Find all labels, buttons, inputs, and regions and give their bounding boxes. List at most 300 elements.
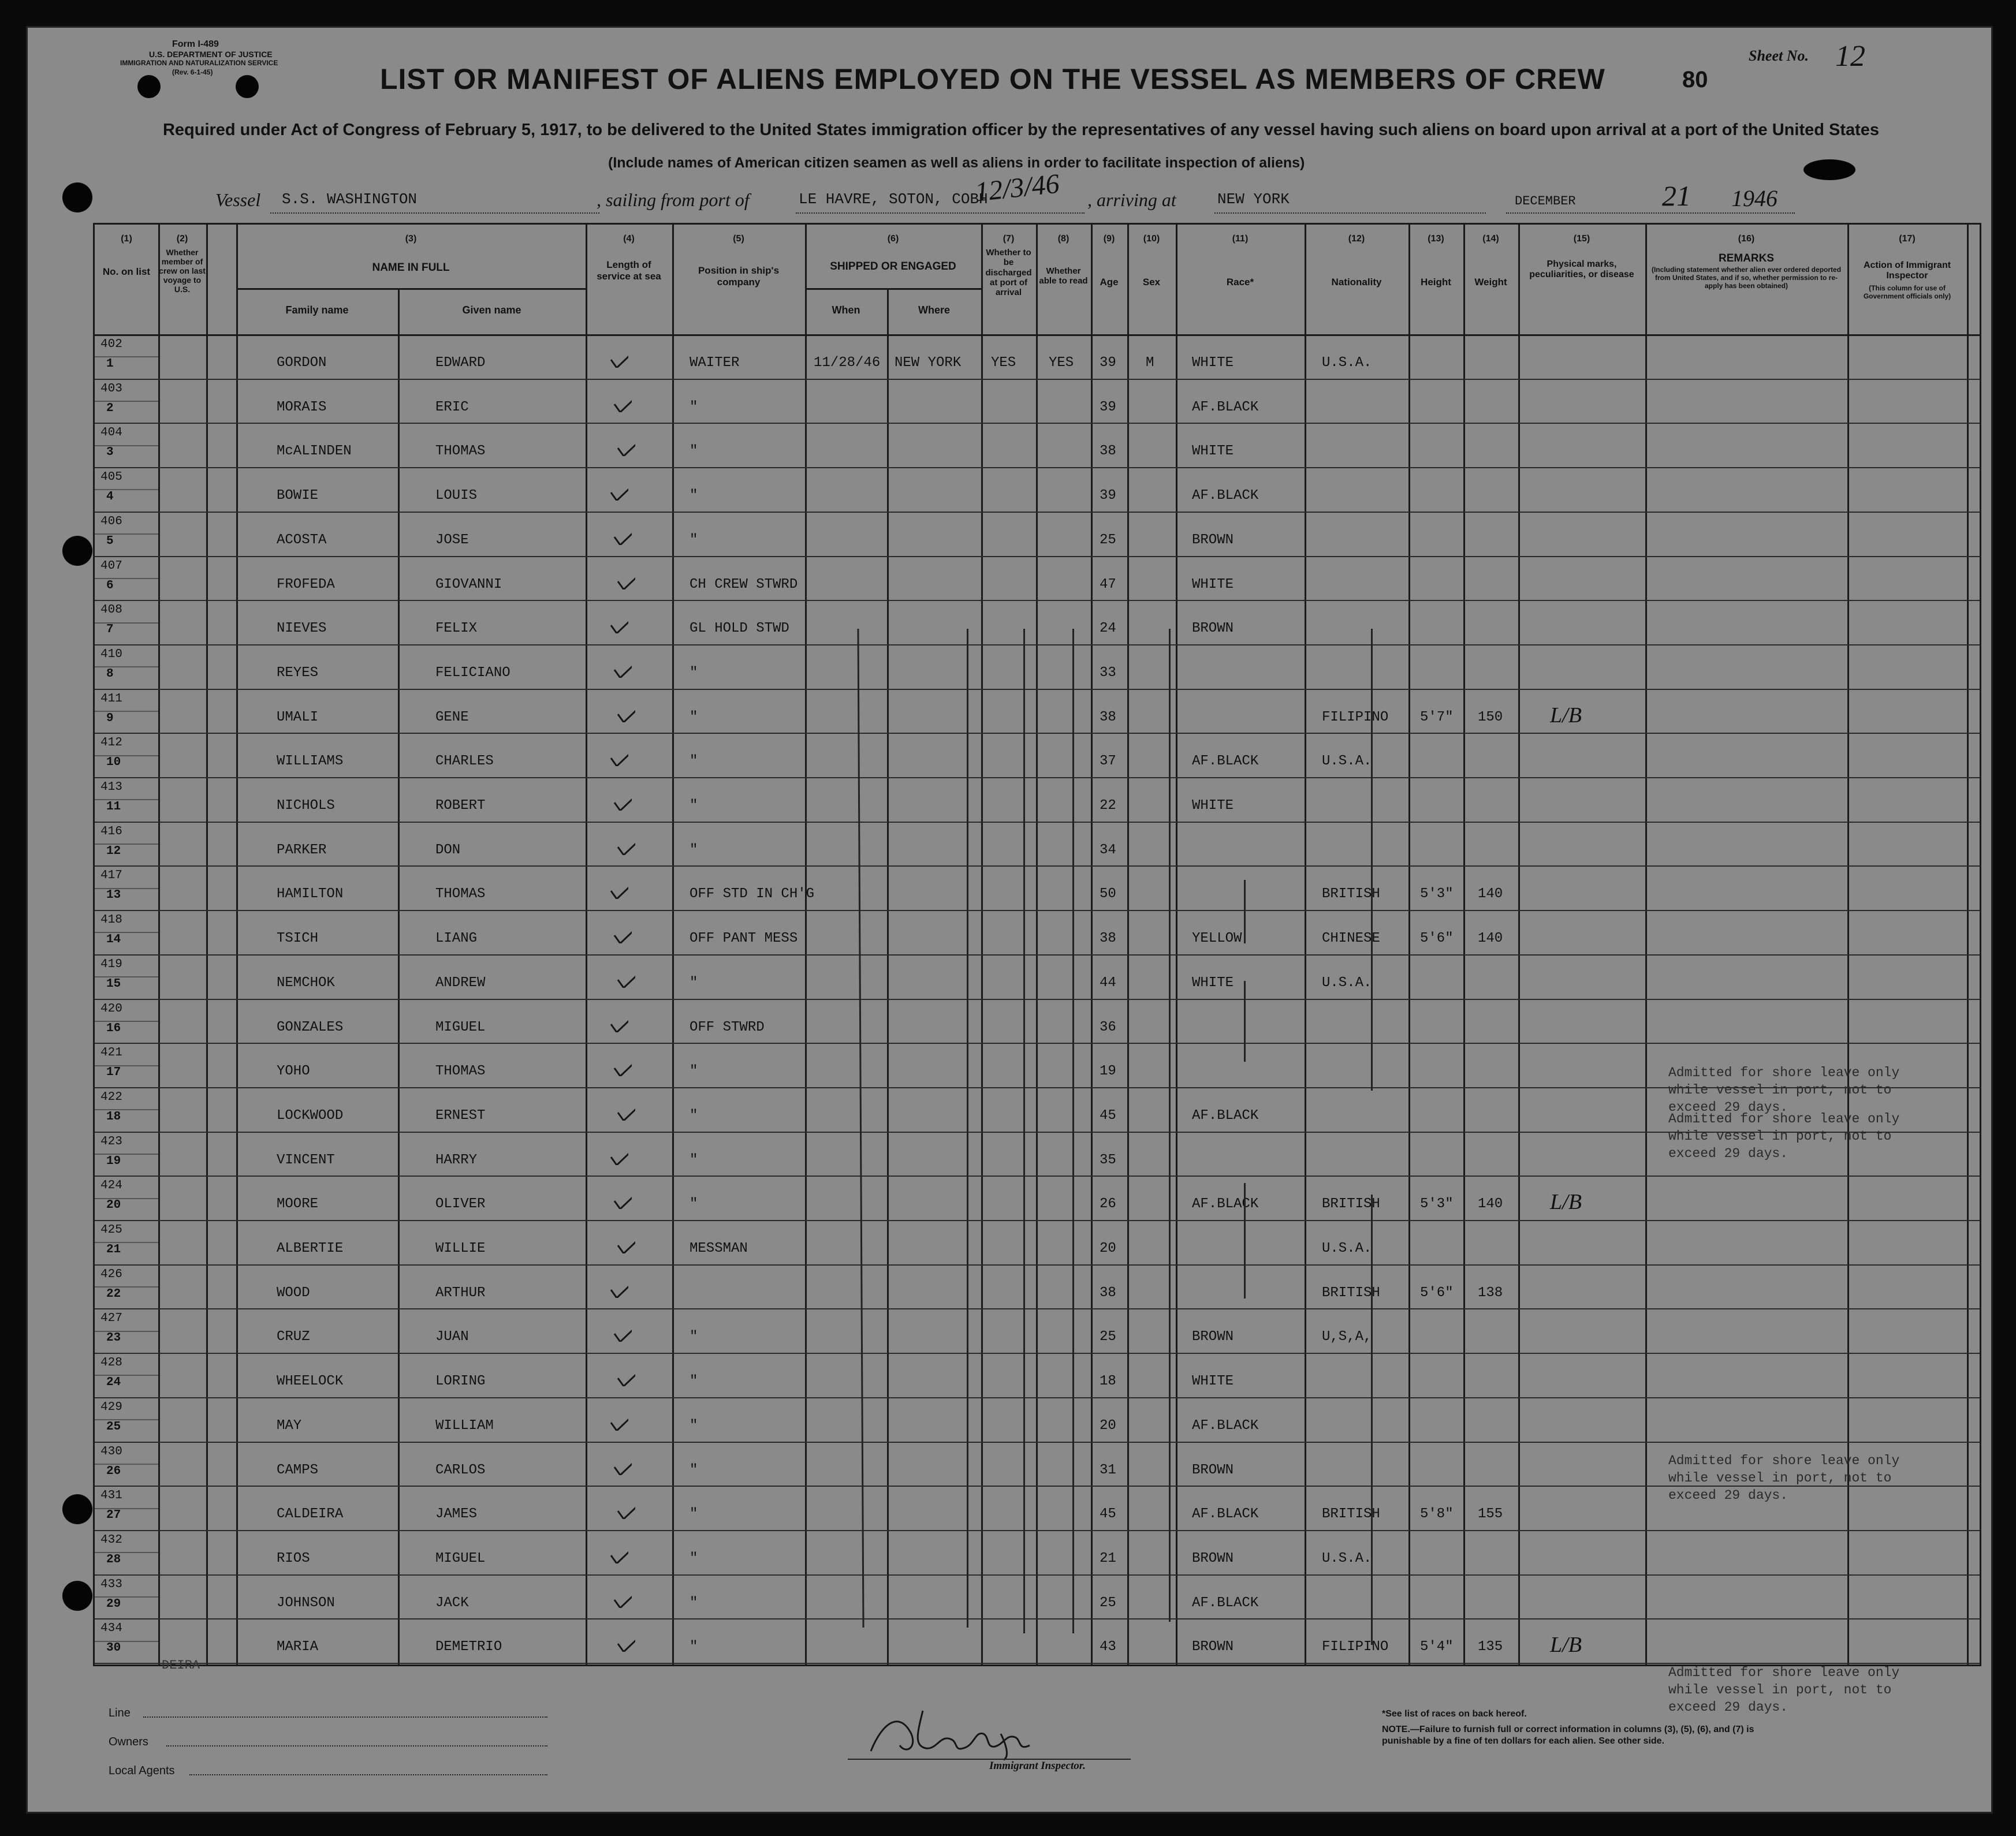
row-rule	[95, 1618, 1980, 1619]
row-number: 29	[106, 1597, 121, 1611]
row-number: 16	[106, 1021, 121, 1035]
family-name: LOCKWOOD	[277, 1107, 344, 1124]
service-check-mark	[612, 1583, 632, 1608]
row-subrule	[95, 1242, 158, 1243]
service-check-mark	[616, 962, 635, 988]
col-17-header: Action of Immigrant Inspector	[1863, 260, 1951, 281]
row-rule	[95, 600, 1980, 601]
row-subrule	[95, 1508, 158, 1509]
row-subrule	[95, 932, 158, 933]
given-name: THOMAS	[435, 443, 486, 460]
row-number: 3	[106, 446, 114, 460]
service-check-mark	[609, 475, 628, 501]
column-divider	[158, 225, 160, 1666]
service-check-mark	[612, 520, 632, 545]
row-subrule	[95, 401, 158, 402]
row-number: 23	[106, 1331, 121, 1345]
row-number: 25	[106, 1420, 121, 1434]
age: 25	[1100, 532, 1116, 548]
race: BROWN	[1192, 1550, 1234, 1566]
given-name: WILLIAM	[435, 1417, 494, 1434]
ink-blot	[1803, 159, 1855, 180]
row-subrule	[95, 1552, 158, 1553]
column-divider	[672, 225, 674, 1666]
list-number: 411	[100, 692, 122, 706]
nationality: BRITISH	[1322, 1196, 1380, 1212]
family-name: McALINDEN	[277, 443, 352, 460]
sailing-label: , sailing from port of	[597, 189, 750, 210]
position: "	[690, 1462, 698, 1478]
service-check-mark	[609, 1007, 628, 1032]
service-check-mark	[616, 697, 635, 722]
row-rule	[95, 954, 1980, 956]
row-number: 1	[106, 357, 114, 371]
family-name: BOWIE	[277, 488, 319, 504]
family-name: VINCENT	[277, 1152, 335, 1168]
family-name: PARKER	[277, 842, 327, 858]
line-label: Line	[109, 1707, 131, 1719]
row-subrule	[95, 1154, 158, 1155]
service-check-mark	[609, 608, 628, 633]
service-check-mark	[616, 1494, 635, 1519]
col-14-number: (14)	[1482, 234, 1499, 244]
agents-underline	[189, 1774, 547, 1775]
ditto-stroke	[1371, 1195, 1373, 1645]
nationality: U.S.A.	[1322, 975, 1372, 991]
position: "	[690, 1329, 698, 1345]
given-name: EDWARD	[435, 355, 486, 371]
row-subrule	[95, 711, 158, 712]
punch-hole	[62, 1581, 92, 1611]
race: AF.BLACK	[1192, 399, 1259, 415]
service-check-mark	[612, 1450, 632, 1475]
weight: 150	[1478, 709, 1503, 725]
position: "	[690, 532, 698, 548]
list-number: 420	[100, 1002, 122, 1016]
list-number: 424	[100, 1179, 122, 1193]
service-check-mark	[616, 1095, 635, 1121]
row-number: 18	[106, 1110, 121, 1124]
ditto-stroke	[857, 629, 864, 1628]
arriving-label: , arriving at	[1087, 189, 1176, 210]
position: "	[690, 1506, 698, 1522]
penalty-note: NOTE.—Failure to furnish full or correct information in columns (3), (5), (6), and (7) is punishable by a fine of ten dollars for each alien. See other side.	[1382, 1725, 1754, 1746]
row-rule	[95, 1397, 1980, 1398]
races-note: *See list of races on back hereof.	[1382, 1709, 1527, 1719]
col-15-header: Physical marks, peculiarities, or disease	[1529, 259, 1634, 280]
when-header: When	[832, 304, 860, 316]
race: WHITE	[1192, 576, 1234, 592]
list-number: 432	[100, 1533, 122, 1547]
row-number: 26	[106, 1464, 121, 1478]
row-rule	[95, 1176, 1980, 1177]
age: 47	[1100, 576, 1116, 592]
nationality: FILIPINO	[1322, 709, 1389, 725]
service-check-mark	[609, 1405, 628, 1431]
col-16-subheader: (Including statement whether alien ever ordered deported from United States, and if so, whether permission to re-apply has been obtained)	[1651, 266, 1842, 290]
family-name: UMALI	[277, 709, 319, 725]
age: 18	[1100, 1374, 1116, 1390]
list-number: 425	[100, 1223, 122, 1237]
row-number: 9	[106, 711, 114, 725]
family-name: WOOD	[277, 1285, 310, 1301]
list-number: 423	[100, 1135, 122, 1148]
age: 19	[1100, 1063, 1116, 1080]
service-check-mark	[616, 1228, 635, 1253]
position: "	[690, 399, 698, 415]
list-number: 427	[100, 1312, 122, 1326]
arrival-month: DECEMBER	[1515, 194, 1576, 208]
given-name-header: Given name	[462, 304, 521, 316]
row-subrule	[95, 356, 158, 357]
position: "	[690, 798, 698, 813]
position: "	[690, 488, 698, 504]
age: 20	[1100, 1241, 1116, 1256]
row-number: 24	[106, 1376, 121, 1390]
column-divider	[206, 225, 208, 1666]
given-name: ANDREW	[435, 975, 486, 991]
race: AF.BLACK	[1192, 1417, 1259, 1434]
age: 39	[1100, 399, 1116, 415]
race: WHITE	[1192, 975, 1234, 991]
ditto-stroke	[1244, 880, 1246, 943]
weight: 140	[1478, 886, 1503, 902]
header-rule	[236, 288, 586, 290]
row-number: 15	[106, 977, 121, 991]
position: "	[690, 443, 698, 460]
date-underline	[1506, 212, 1795, 214]
col-9-number: (9)	[1103, 234, 1115, 244]
row-subrule	[95, 1464, 158, 1465]
sailing-port: LE HAVRE, SOTON, COBH	[799, 191, 988, 208]
given-name: JACK	[435, 1595, 469, 1611]
row-subrule	[95, 1331, 158, 1332]
row-number: 30	[106, 1641, 121, 1655]
row-subrule	[95, 1198, 158, 1199]
row-rule	[95, 865, 1980, 867]
list-number: 418	[100, 913, 122, 927]
service-check-mark	[616, 1361, 635, 1386]
row-rule	[95, 1442, 1980, 1443]
race: WHITE	[1192, 798, 1234, 813]
race: BROWN	[1192, 1639, 1234, 1655]
service-check-mark	[609, 1272, 628, 1298]
row-subrule	[95, 1286, 158, 1288]
position: "	[690, 665, 698, 681]
service-check-mark	[612, 1316, 632, 1342]
position: "	[690, 753, 698, 770]
age: 37	[1100, 753, 1116, 770]
punch-hole	[62, 536, 92, 566]
nationality: U.S.A.	[1322, 1241, 1372, 1256]
page-title: LIST OR MANIFEST OF ALIENS EMPLOYED ON THE VESSEL AS MEMBERS OF CREW	[380, 63, 1605, 95]
weight: 135	[1478, 1639, 1503, 1655]
height: 5'4"	[1420, 1639, 1454, 1655]
age: 35	[1100, 1152, 1116, 1168]
race: BROWN	[1192, 1462, 1234, 1478]
nationality: U.S.A.	[1322, 753, 1372, 770]
arrival-underline	[1214, 212, 1486, 214]
column-divider	[1176, 225, 1177, 1666]
height: 5'3"	[1420, 886, 1454, 902]
nationality: U.S.A.	[1322, 1550, 1372, 1566]
row-number: 22	[106, 1287, 121, 1301]
col-8-number: (8)	[1057, 234, 1070, 244]
given-name: ERIC	[435, 399, 469, 415]
family-name-header: Family name	[285, 304, 349, 316]
column-divider	[887, 288, 889, 1666]
list-number: 430	[100, 1445, 122, 1458]
height: 5'7"	[1420, 709, 1454, 725]
ditto-stroke	[1244, 981, 1246, 1062]
row-number: 12	[106, 844, 121, 858]
list-number: 404	[100, 426, 122, 440]
nationality: BRITISH	[1322, 1285, 1380, 1301]
family-name: NEMCHOK	[277, 975, 335, 991]
remark-shore-leave: Admitted for shore leave only while vessel in port, not to exceed 29 days.	[1668, 1111, 1900, 1161]
age: 26	[1100, 1196, 1116, 1212]
position: "	[690, 1107, 698, 1124]
col-3-number: (3)	[405, 234, 417, 244]
age: 45	[1100, 1506, 1116, 1522]
race: BROWN	[1192, 621, 1234, 637]
col-4-number: (4)	[623, 234, 635, 244]
position: "	[690, 1152, 698, 1168]
given-name: CARLOS	[435, 1462, 486, 1478]
row-subrule	[95, 1641, 158, 1642]
row-number: 28	[106, 1553, 121, 1566]
local-agents-label: Local Agents	[109, 1764, 175, 1777]
read-flag: YES	[1049, 355, 1074, 371]
row-rule	[95, 467, 1980, 468]
row-rule	[95, 1220, 1980, 1221]
age: 24	[1100, 621, 1116, 637]
age: 33	[1100, 665, 1116, 681]
row-number: 13	[106, 889, 121, 902]
col-9-header: Age	[1100, 277, 1119, 288]
service-check-mark	[609, 1538, 628, 1563]
row-number: 11	[106, 800, 121, 813]
family-name: MARIA	[277, 1639, 319, 1655]
age: 38	[1100, 709, 1116, 725]
owners-label: Owners	[109, 1736, 148, 1748]
row-rule	[95, 822, 1980, 823]
age: 36	[1100, 1019, 1116, 1035]
row-subrule	[95, 489, 158, 490]
column-divider	[1645, 225, 1647, 1666]
race: WHITE	[1192, 443, 1234, 460]
family-name: TSICH	[277, 931, 319, 947]
family-name: RIOS	[277, 1550, 310, 1566]
height: 5'8"	[1420, 1506, 1454, 1522]
given-name: JUAN	[435, 1329, 469, 1345]
row-rule	[95, 512, 1980, 513]
col-6-header: SHIPPED OR ENGAGED	[830, 260, 956, 273]
punch-hole	[62, 1494, 92, 1524]
requirement-text: Required under Act of Congress of February 5, 1917, to be delivered to the United States immigration officer by the representatives of any vessel having such aliens on board upon arrival at a port of the United States	[162, 121, 1880, 139]
include-note: (Include names of American citizen seamen as well as aliens in order to facilitate inspection of aliens)	[608, 155, 1305, 171]
arrival-port: NEW YORK	[1217, 191, 1290, 208]
given-name: CHARLES	[435, 753, 494, 770]
col-1-header: No. on list	[102, 266, 151, 277]
row-number: 6	[106, 579, 114, 592]
race: AF.BLACK	[1192, 1196, 1259, 1212]
height: 5'6"	[1420, 931, 1454, 947]
service-check-mark	[612, 1051, 632, 1076]
given-name: DON	[435, 842, 461, 858]
header-bottom-rule	[95, 334, 1980, 336]
position: "	[690, 1639, 698, 1655]
family-name: ALBERTIE	[277, 1241, 344, 1256]
list-number: 428	[100, 1356, 122, 1370]
age: 38	[1100, 1285, 1116, 1301]
given-name: ARTHUR	[435, 1285, 486, 1301]
row-number: 14	[106, 933, 121, 947]
column-divider	[1305, 225, 1306, 1666]
given-name: WILLIE	[435, 1241, 486, 1256]
list-number: 426	[100, 1267, 122, 1281]
service-check-mark	[616, 431, 635, 456]
position: "	[690, 975, 698, 991]
list-number: 421	[100, 1046, 122, 1060]
family-name: MAY	[277, 1417, 302, 1434]
sailing-date: 12/3/46	[973, 168, 1061, 208]
position: "	[690, 1550, 698, 1566]
col-3-header: NAME IN FULL	[372, 262, 450, 274]
vessel-name: S.S. WASHINGTON	[282, 191, 418, 208]
row-subrule	[95, 1109, 158, 1110]
col-13-number: (13)	[1428, 234, 1444, 244]
row-subrule	[95, 799, 158, 800]
row-rule	[95, 689, 1980, 690]
col-12-number: (12)	[1348, 234, 1365, 244]
col-1-number: (1)	[121, 234, 132, 244]
sex: M	[1146, 355, 1154, 371]
family-name: WHEELOCK	[277, 1374, 344, 1390]
list-number: 406	[100, 514, 122, 528]
row-rule	[95, 733, 1980, 734]
col-2-header: Whether member of crew on last voyage to U.S.	[159, 248, 206, 294]
age: 25	[1100, 1595, 1116, 1611]
col-2-number: (2)	[176, 234, 188, 244]
given-name: MIGUEL	[435, 1019, 486, 1035]
given-name: GIOVANNI	[435, 576, 502, 592]
nationality: U.S.A.	[1322, 355, 1372, 371]
list-number: 422	[100, 1090, 122, 1104]
row-number: 20	[106, 1199, 121, 1212]
col-15-number: (15)	[1573, 234, 1590, 244]
column-divider	[1036, 225, 1038, 1666]
race: WHITE	[1192, 355, 1234, 371]
row-number: 19	[106, 1154, 121, 1168]
physical-marks: L/B	[1550, 703, 1582, 727]
service-check-mark	[609, 741, 628, 766]
weight: 155	[1478, 1506, 1503, 1522]
ditto-stroke	[1244, 1183, 1246, 1298]
col-10-number: (10)	[1143, 234, 1160, 244]
column-divider	[1847, 225, 1849, 1666]
shipped-when: 11/28/46	[814, 355, 881, 371]
age: 21	[1100, 1550, 1116, 1566]
height: 5'3"	[1420, 1196, 1454, 1212]
family-name: CAMPS	[277, 1462, 319, 1478]
service-check-mark	[612, 785, 632, 811]
given-name: ERNEST	[435, 1107, 486, 1124]
family-name: ACOSTA	[277, 532, 327, 548]
row-subrule	[95, 1065, 158, 1066]
list-number: 402	[100, 338, 122, 351]
age: 25	[1100, 1329, 1116, 1345]
row-subrule	[95, 976, 158, 977]
row-number: 8	[106, 667, 114, 681]
row-rule	[95, 556, 1980, 557]
manifest-sheet	[26, 26, 1993, 1813]
position: CH CREW STWRD	[690, 576, 798, 592]
age: 43	[1100, 1639, 1116, 1655]
list-number: 403	[100, 382, 122, 395]
port-underline	[796, 212, 1085, 214]
position: "	[690, 1374, 698, 1390]
family-name: YOHO	[277, 1063, 310, 1080]
age: 50	[1100, 886, 1116, 902]
arrival-day: 21	[1662, 180, 1691, 212]
age: 39	[1100, 488, 1116, 504]
given-name: OLIVER	[435, 1196, 486, 1212]
service-check-mark	[612, 387, 632, 412]
ditto-stroke	[967, 629, 968, 1628]
position: "	[690, 1595, 698, 1611]
weight: 140	[1478, 1196, 1503, 1212]
age: 34	[1100, 842, 1116, 858]
service-check-mark	[609, 342, 628, 368]
family-name: GONZALES	[277, 1019, 344, 1035]
list-number: 433	[100, 1577, 122, 1591]
family-name: MOORE	[277, 1196, 319, 1212]
col-5-header: Position in ship's company	[698, 265, 780, 288]
column-divider	[805, 225, 807, 1666]
race: AF.BLACK	[1192, 1506, 1259, 1522]
family-name: REYES	[277, 665, 319, 681]
given-name: JAMES	[435, 1506, 478, 1522]
col-5-number: (5)	[733, 234, 744, 244]
family-name: CRUZ	[277, 1329, 310, 1345]
row-number: 2	[106, 401, 114, 415]
age: 22	[1100, 798, 1116, 813]
row-number: 5	[106, 534, 114, 548]
height: 5'6"	[1420, 1285, 1454, 1301]
position: OFF STWRD	[690, 1019, 765, 1035]
list-number: 419	[100, 957, 122, 971]
row-number: 7	[106, 623, 114, 637]
nationality: BRITISH	[1322, 886, 1380, 902]
given-name: THOMAS	[435, 1063, 486, 1080]
service-check-mark	[612, 918, 632, 943]
col-8-header: Whether able to read	[1039, 266, 1088, 286]
column-divider	[236, 225, 238, 1666]
sheet-number: 12	[1835, 40, 1865, 73]
vessel-label: Vessel	[215, 189, 261, 210]
list-number: 429	[100, 1400, 122, 1414]
family-name: MORAIS	[277, 399, 327, 415]
weight: 138	[1478, 1285, 1503, 1301]
position: "	[690, 709, 698, 725]
race: YELLOW	[1192, 931, 1242, 947]
service-check-mark	[616, 830, 635, 855]
race: WHITE	[1192, 1374, 1234, 1390]
service-check-mark	[609, 1140, 628, 1165]
row-rule	[95, 1264, 1980, 1266]
column-divider	[1967, 225, 1969, 1666]
